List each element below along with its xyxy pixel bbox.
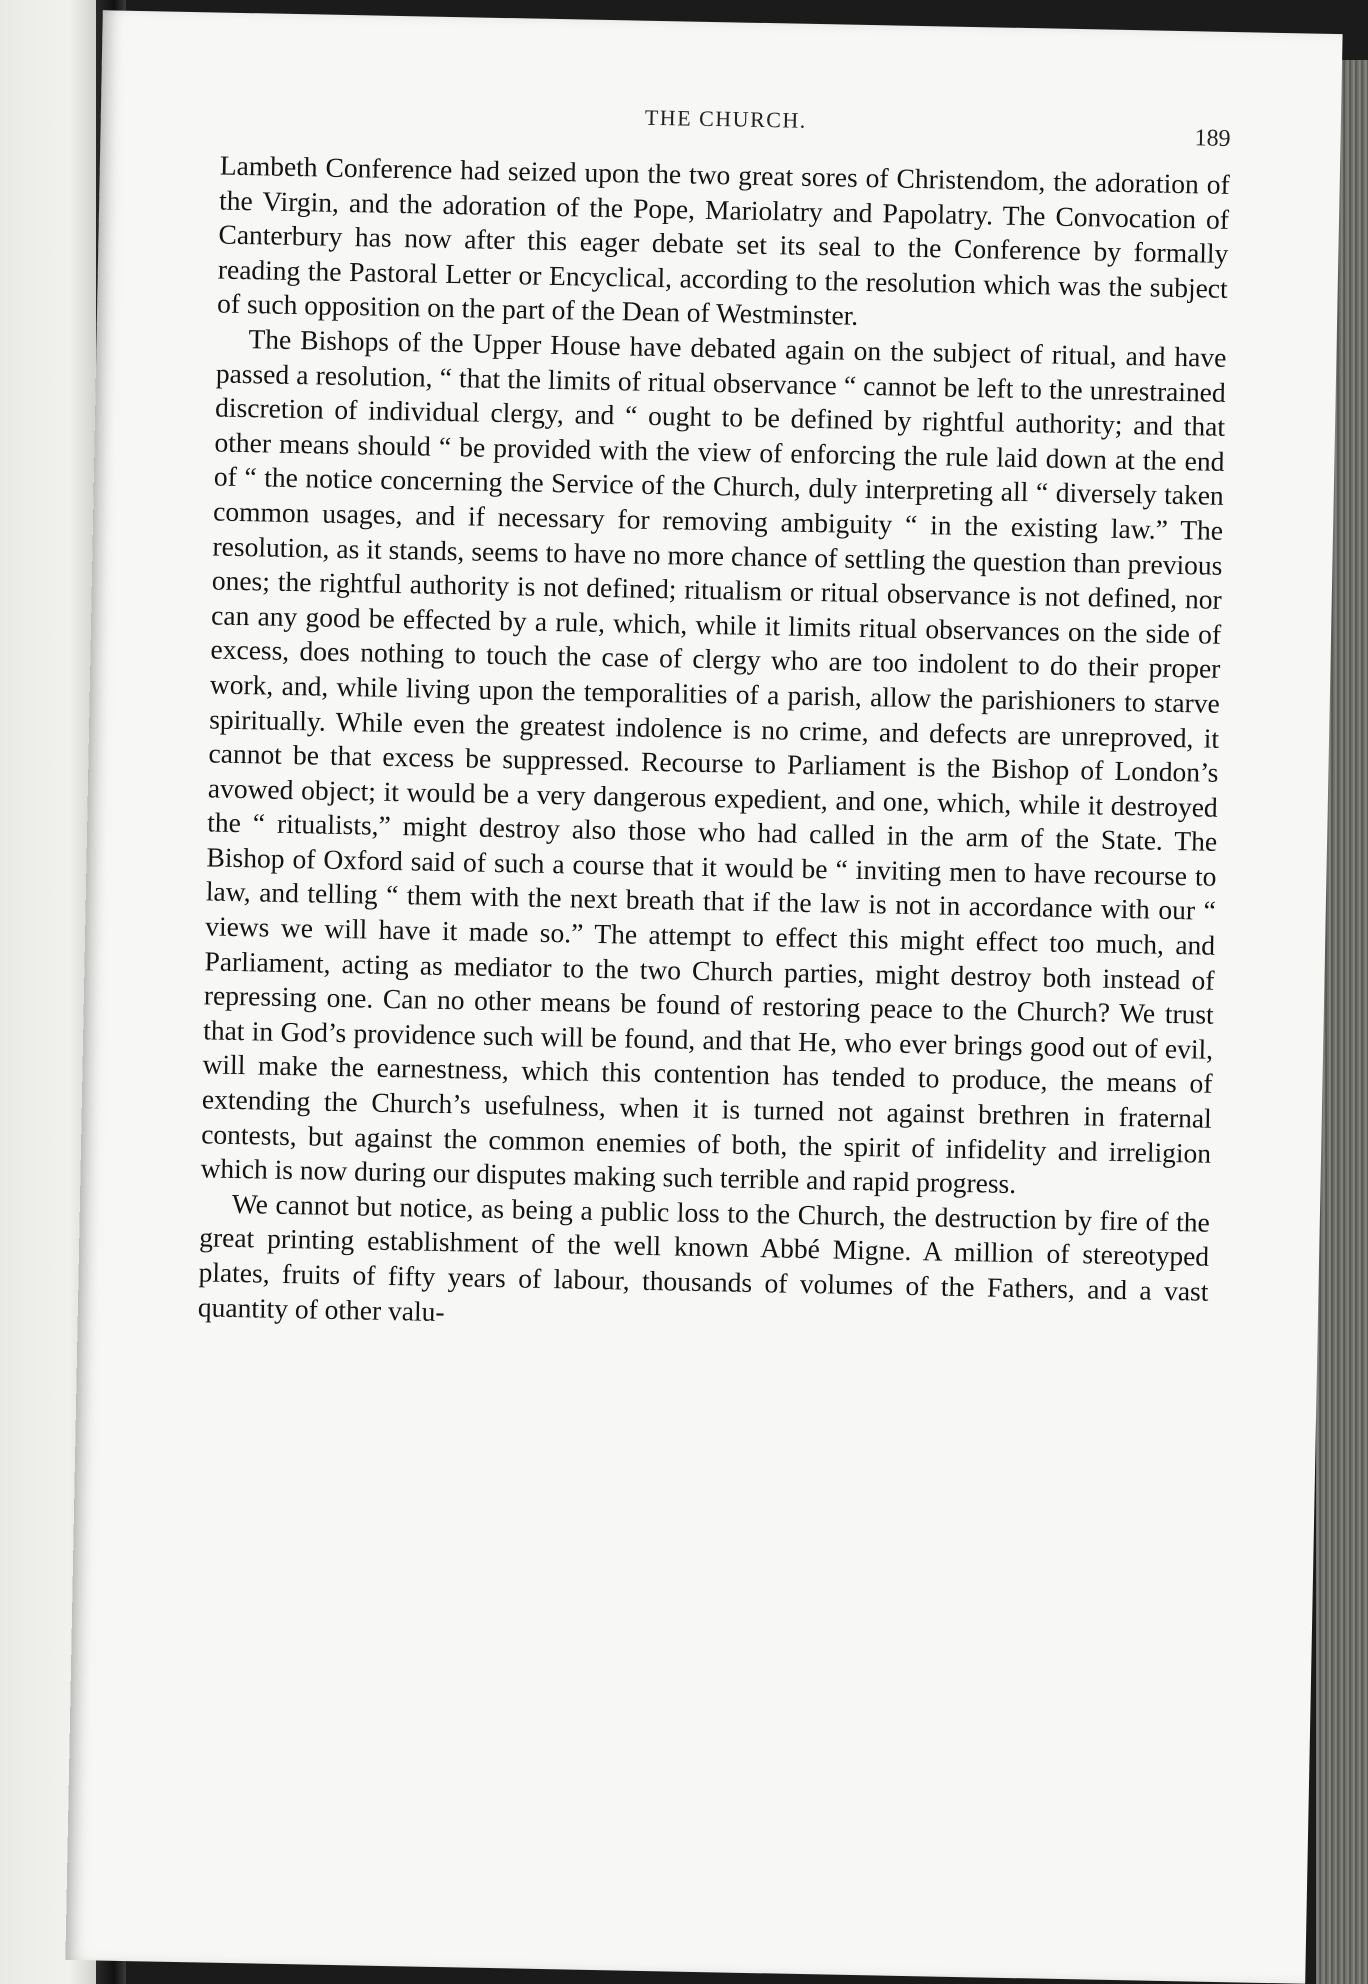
- book-page: [65, 10, 1342, 1983]
- paragraph-continued: Lambeth Conference had seized upon the two great sores of Christendom, the adoration of the Virgin, and the adoration of the Pope, Mariolatry and Papolatry. The Convocation of Canterbury has now after this eager debate set its seal to the Conference by formally reading the Pastoral Letter or Encyclical, according to the resolution which was the subject of such opposition on the part of the Dean of Westminster.: [216, 149, 1230, 332]
- paragraph-ritual-resolution: The Bishops of the Upper House have debated again on the subject of ritual, and have passed a resolution, “ that the limits of ritual observance “ cannot be left to the unrestrained discretion of individual clergy, and “ ought to be defined by rightful authority; and that other means should “ be provided with the view of enforcing the rule laid down at the end of “ the notice concerning the Service of the Church, duly interpreting all “ diversely taken common usages, and if necessary for removing ambiguity “ in the existing law.” The resolution, as it stands, seems to have no more chance of settling the question than previous ones; the rightful authority is not defined; ritualism or ritual observance is not defined, nor can any good be effected by a rule, which, while it limits ritual observances on the side of excess, does nothing to touch the case of clergy who are too indolent to do their proper work, and, while living upon the temporalities of a parish, allow the parishioners to starve spiritually. While even the greatest indolence is no crime, and defects are unreproved, it cannot be that excess be suppressed. Recourse to Parliament is the Bishop of London’s avowed object; it would be a very dangerous expedient, and one, which, while it destroyed the “ ritualists,” might destroy also those who had called in the arm of the State. The Bishop of Oxford said of such a course that it would be “ inviting men to have recourse to law, and telling “ them with the next breath that if the law is not in accordance with our “ views we will have it made so.” The attempt to effect this might effect too much, and Parliament, acting as mediator to the two Church parties, might destroy both instead of repressing one. Can no other means be found of restoring peace to the Church? We trust that in God’s providence such will be found, and that He, who ever brings good out of evil, will make the earnestness, which this contention has tended to produce, the means of extending the Church’s usefulness, when it is turned not against brethren in fraternal contests, but against the common enemies of both, the spirit of infidelity and irreligion which is now during our disputes making such terrible and rapid progress.: [200, 323, 1227, 1200]
- running-head: [220, 97, 1231, 156]
- paragraph-migne-fire: We cannot but notice, as being a public loss to the Church, the destruction by fire of the great printing establishment of the well known Abbé Migne. A million of stereotyped plates, fruits of fifty years of labour, thousands of volumes of the Fathers, and a vast quantity of other valu-: [197, 1187, 1211, 1327]
- page-header-title: THE CHURCH.: [644, 104, 808, 133]
- body-text: [198, 149, 1230, 1344]
- page-number: 189: [1194, 125, 1231, 152]
